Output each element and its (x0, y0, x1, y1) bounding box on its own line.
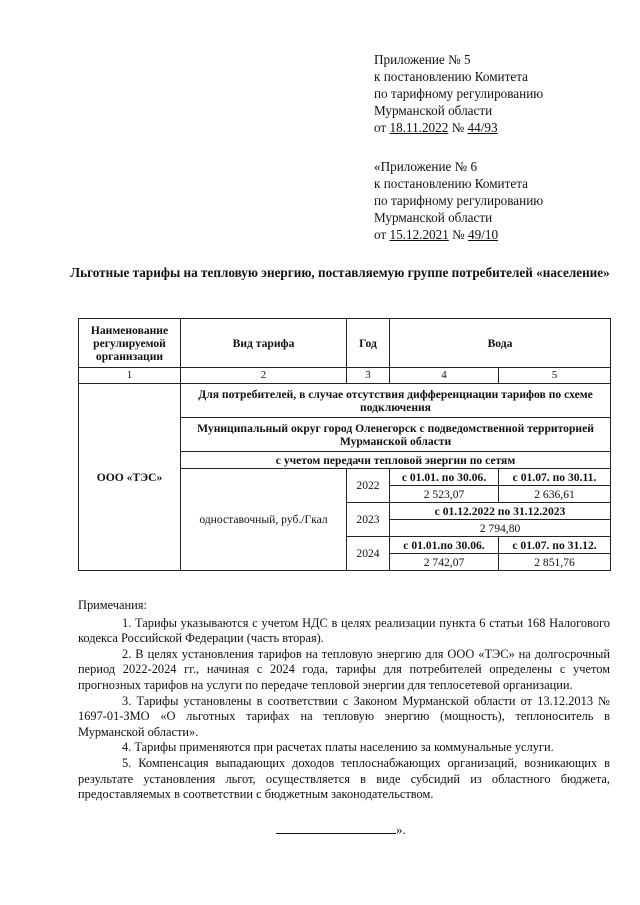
period-cell: с 01.01. по 30.06. (390, 469, 499, 486)
note-item: 3. Тарифы установлены в соответствии с Законом Мурманской области от 13.12.2013 № 1697-01-ЗМО «О льготных тарифах на тепловую энергию (мощность), теплоноситель в Мурманской области». (78, 693, 610, 739)
period-cell: с 01.12.2022 по 31.12.2023 (390, 503, 611, 520)
appendix-line: по тарифному регулированию (374, 193, 544, 208)
notes-section (78, 598, 610, 803)
appendix-line: Мурманской области (374, 103, 493, 118)
year-cell: 2024 (347, 537, 390, 571)
value-cell: 2 523,07 (390, 486, 499, 503)
header-water: Вода (390, 319, 611, 368)
column-number: 3 (347, 368, 390, 384)
appendix-line: Приложение № 5 (374, 52, 471, 67)
date-prefix: от (374, 227, 387, 242)
number-sign: № (452, 227, 465, 242)
note-item: 2. В целях установления тарифов на тепловую энергию для ООО «ТЭС» на долгосрочный период 2022-2024 гг., начиная с 2024 года, тарифы для потребителей определены с учетом прогнозных тарифов на услуги по передаче тепловой энергии для теплосетевой организации. (78, 646, 610, 692)
appendix-line: «Приложение № 6 (374, 159, 478, 174)
column-number-row (79, 368, 611, 384)
table-header-row (79, 319, 611, 368)
header-org: Наименование регулируемой организации (79, 319, 181, 368)
year-cell: 2022 (347, 469, 390, 503)
column-number: 2 (181, 368, 347, 384)
value-cell: 2 851,76 (499, 554, 611, 571)
appendix-line: к постановлению Комитета (374, 176, 528, 191)
header-tariff-type: Вид тарифа (181, 319, 347, 368)
date-prefix: от (374, 120, 387, 135)
section-consumers: Для потребителей, в случае отсутствия дифференциации тарифов по схеме подключения (181, 384, 611, 418)
appendix-line: к постановлению Комитета (374, 69, 528, 84)
resolution-date: 15.12.2021 (389, 227, 449, 242)
appendix-date-line (374, 119, 543, 136)
column-number: 4 (390, 368, 499, 384)
signature-rule (276, 822, 396, 834)
year-cell: 2023 (347, 503, 390, 537)
section-transmission: с учетом передачи тепловой энергии по сетям (181, 452, 611, 469)
tariff-type-value: одноставочный, руб./Гкал (181, 469, 347, 571)
note-item: 4. Тарифы применяются при расчетах платы населению за коммунальные услуги. (122, 740, 554, 755)
resolution-number: 49/10 (468, 227, 499, 242)
value-cell: 2 636,61 (499, 486, 611, 503)
table-row (79, 384, 611, 418)
closing-line (276, 822, 406, 838)
value-cell: 2 794,80 (390, 520, 611, 537)
value-cell: 2 742,07 (390, 554, 499, 571)
period-cell: с 01.07. по 30.11. (499, 469, 611, 486)
organization-name: ООО «ТЭС» (79, 384, 181, 571)
appendix-line: Мурманской области (374, 210, 493, 225)
document-title: Льготные тарифы на тепловую энергию, поставляемую группе потребителей «население» (70, 265, 610, 280)
column-number: 5 (499, 368, 611, 384)
closing-quote: ». (396, 822, 406, 837)
note-item: 5. Компенсация выпадающих доходов теплоснабжающих организаций, возникающих в результате установления льгот, осуществляется в виде субсидий из областного бюджета, предоставляемых в соответствии с бюджетным законодательством. (78, 755, 610, 802)
appendix-header-current (374, 51, 543, 136)
header-year: Год (347, 319, 390, 368)
number-sign: № (451, 120, 465, 135)
tariff-table (78, 318, 611, 571)
resolution-date: 18.11.2022 (389, 120, 449, 135)
section-municipality: Муниципальный округ город Оленегорск с подведомственной территорией Мурманской области (181, 418, 611, 452)
resolution-number: 44/93 (467, 120, 498, 135)
column-number: 1 (79, 368, 181, 384)
appendix-date-line (374, 226, 543, 243)
period-cell: с 01.01.по 30.06. (390, 537, 499, 554)
notes-heading: Примечания: (78, 598, 147, 612)
note-item: 1. Тарифы указываются с учетом НДС в целях реализации пункта 6 статьи 168 Налогового кодекса Российской Федерации (часть вторая). (78, 615, 610, 646)
appendix-line: по тарифному регулированию (374, 86, 544, 101)
appendix-header-amended (374, 158, 543, 243)
period-cell: с 01.07. по 31.12. (499, 537, 611, 554)
